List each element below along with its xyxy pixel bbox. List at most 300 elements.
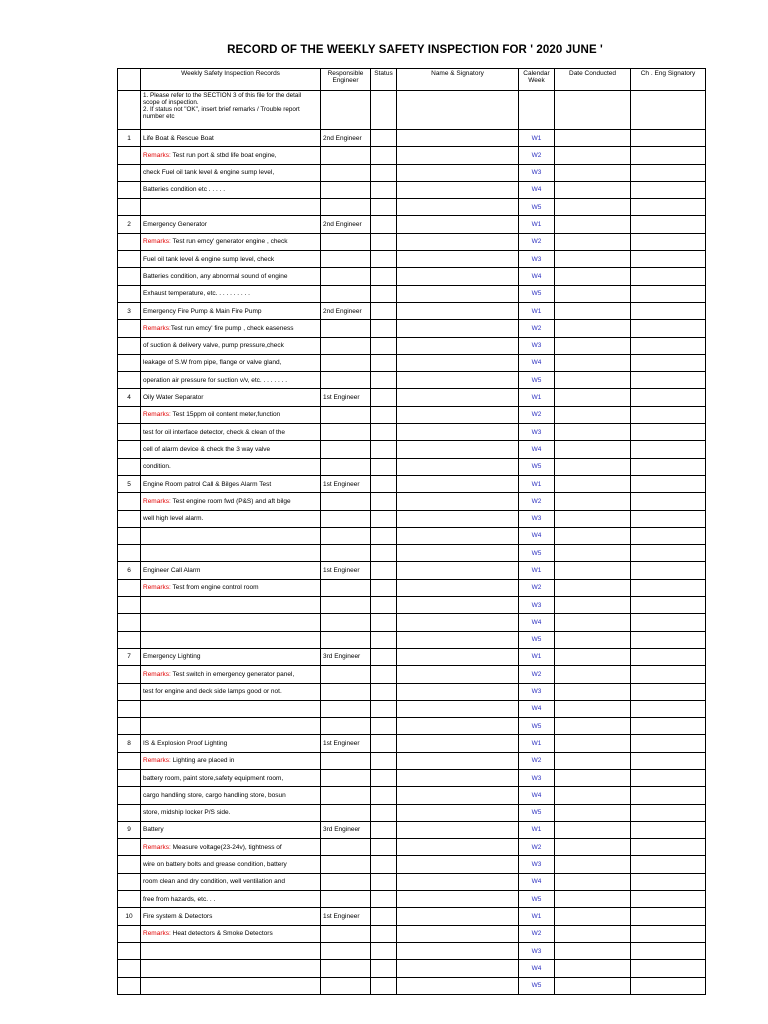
name-signatory-cell[interactable] bbox=[397, 216, 519, 233]
remarks-label: Remarks: bbox=[143, 411, 171, 419]
ch-eng-signatory-cell[interactable] bbox=[631, 683, 706, 700]
status-cell[interactable] bbox=[371, 424, 397, 441]
name-signatory-cell[interactable] bbox=[397, 666, 519, 683]
ch-eng-signatory-cell[interactable] bbox=[631, 960, 706, 977]
status-cell[interactable] bbox=[371, 372, 397, 389]
ch-eng-signatory-cell[interactable] bbox=[631, 389, 706, 406]
remarks-label: Remarks: bbox=[143, 324, 171, 332]
engineer-cell[interactable] bbox=[321, 510, 371, 527]
ch-eng-signatory-cell[interactable] bbox=[631, 631, 706, 648]
date-conducted-cell[interactable] bbox=[555, 960, 631, 977]
remark-line bbox=[141, 856, 321, 873]
date-conducted-cell[interactable] bbox=[555, 251, 631, 268]
name-signatory-cell[interactable] bbox=[397, 925, 519, 942]
status-cell[interactable] bbox=[371, 700, 397, 717]
calendar-week: W3 bbox=[519, 251, 555, 268]
remark-row bbox=[118, 718, 706, 735]
engineer-cell[interactable] bbox=[321, 285, 371, 302]
status-cell[interactable] bbox=[371, 891, 397, 908]
calendar-week: W2 bbox=[519, 233, 555, 250]
name-signatory-cell[interactable] bbox=[397, 147, 519, 164]
calendar-week: W1 bbox=[519, 389, 555, 406]
name-signatory-cell[interactable] bbox=[397, 648, 519, 665]
name-signatory-cell[interactable] bbox=[397, 233, 519, 250]
status-cell[interactable] bbox=[371, 181, 397, 198]
status-cell[interactable] bbox=[371, 960, 397, 977]
engineer-cell[interactable] bbox=[321, 320, 371, 337]
status-cell[interactable] bbox=[371, 475, 397, 492]
ch-eng-signatory-cell[interactable] bbox=[631, 216, 706, 233]
name-signatory-cell[interactable] bbox=[397, 164, 519, 181]
date-conducted-cell[interactable] bbox=[555, 147, 631, 164]
date-conducted-cell[interactable] bbox=[555, 666, 631, 683]
name-signatory-cell[interactable] bbox=[397, 199, 519, 216]
name-signatory-cell[interactable] bbox=[397, 562, 519, 579]
status-cell[interactable] bbox=[371, 821, 397, 838]
calendar-week: W4 bbox=[519, 181, 555, 198]
date-conducted-cell[interactable] bbox=[555, 441, 631, 458]
ch-eng-signatory-cell[interactable] bbox=[631, 752, 706, 769]
ch-eng-signatory-cell[interactable] bbox=[631, 199, 706, 216]
name-signatory-cell[interactable] bbox=[397, 579, 519, 596]
ch-eng-signatory-cell[interactable] bbox=[631, 510, 706, 527]
engineer-cell[interactable] bbox=[321, 354, 371, 371]
status-cell[interactable] bbox=[371, 320, 397, 337]
engineer-cell[interactable] bbox=[321, 545, 371, 562]
name-signatory-cell[interactable] bbox=[397, 181, 519, 198]
status-cell[interactable] bbox=[371, 268, 397, 285]
ch-eng-signatory-cell[interactable] bbox=[631, 614, 706, 631]
ch-eng-signatory-cell[interactable] bbox=[631, 942, 706, 959]
remark-row bbox=[118, 458, 706, 475]
status-cell[interactable] bbox=[371, 648, 397, 665]
status-cell[interactable] bbox=[371, 856, 397, 873]
status-cell[interactable] bbox=[371, 164, 397, 181]
remarks-label: Remarks: bbox=[143, 930, 171, 938]
name-signatory-cell[interactable] bbox=[397, 424, 519, 441]
calendar-week: W4 bbox=[519, 700, 555, 717]
ch-eng-signatory-cell[interactable] bbox=[631, 441, 706, 458]
ch-eng-signatory-cell[interactable] bbox=[631, 268, 706, 285]
responsible-engineer: 1st Engineer bbox=[321, 389, 371, 406]
engineer-cell[interactable] bbox=[321, 787, 371, 804]
remark-line bbox=[141, 545, 321, 562]
date-conducted-cell[interactable] bbox=[555, 579, 631, 596]
name-signatory-cell[interactable] bbox=[397, 787, 519, 804]
date-conducted-cell[interactable] bbox=[555, 389, 631, 406]
remark-row bbox=[118, 320, 706, 337]
ch-eng-signatory-cell[interactable] bbox=[631, 424, 706, 441]
engineer-cell[interactable] bbox=[321, 925, 371, 942]
ch-eng-signatory-cell[interactable] bbox=[631, 527, 706, 544]
item-number: 3 bbox=[118, 302, 141, 319]
ch-eng-signatory-cell[interactable] bbox=[631, 493, 706, 510]
engineer-cell[interactable] bbox=[321, 199, 371, 216]
item-number: 8 bbox=[118, 735, 141, 752]
ch-eng-signatory-cell[interactable] bbox=[631, 406, 706, 423]
date-conducted-cell[interactable] bbox=[555, 181, 631, 198]
date-conducted-cell[interactable] bbox=[555, 216, 631, 233]
ch-eng-signatory-cell[interactable] bbox=[631, 648, 706, 665]
engineer-cell[interactable] bbox=[321, 268, 371, 285]
status-cell[interactable] bbox=[371, 683, 397, 700]
date-conducted-cell[interactable] bbox=[555, 545, 631, 562]
status-cell[interactable] bbox=[371, 562, 397, 579]
name-signatory-cell[interactable] bbox=[397, 873, 519, 890]
date-conducted-cell[interactable] bbox=[555, 752, 631, 769]
status-cell[interactable] bbox=[371, 752, 397, 769]
ch-eng-signatory-cell[interactable] bbox=[631, 856, 706, 873]
remark-line bbox=[141, 147, 321, 164]
date-conducted-cell[interactable] bbox=[555, 683, 631, 700]
ch-eng-signatory-cell[interactable] bbox=[631, 181, 706, 198]
ch-eng-signatory-cell[interactable] bbox=[631, 787, 706, 804]
remark-line bbox=[141, 614, 321, 631]
name-signatory-cell[interactable] bbox=[397, 752, 519, 769]
name-signatory-cell[interactable] bbox=[397, 406, 519, 423]
status-cell[interactable] bbox=[371, 251, 397, 268]
date-conducted-cell[interactable] bbox=[555, 891, 631, 908]
name-signatory-cell[interactable] bbox=[397, 337, 519, 354]
name-signatory-cell[interactable] bbox=[397, 458, 519, 475]
status-cell[interactable] bbox=[371, 735, 397, 752]
calendar-week: W5 bbox=[519, 285, 555, 302]
name-signatory-cell[interactable] bbox=[397, 942, 519, 959]
ch-eng-signatory-cell[interactable] bbox=[631, 925, 706, 942]
status-cell[interactable] bbox=[371, 216, 397, 233]
ch-eng-signatory-cell[interactable] bbox=[631, 769, 706, 786]
name-signatory-cell[interactable] bbox=[397, 614, 519, 631]
ch-eng-signatory-cell[interactable] bbox=[631, 302, 706, 319]
engineer-cell[interactable] bbox=[321, 891, 371, 908]
calendar-week: W4 bbox=[519, 268, 555, 285]
status-cell[interactable] bbox=[371, 579, 397, 596]
name-signatory-cell[interactable] bbox=[397, 908, 519, 925]
remark-line bbox=[141, 597, 321, 614]
page-title: RECORD OF THE WEEKLY SAFETY INSPECTION FOR ' 2020 JUNE ' bbox=[227, 44, 603, 56]
date-conducted-cell[interactable] bbox=[555, 942, 631, 959]
ch-eng-signatory-cell[interactable] bbox=[631, 475, 706, 492]
ch-eng-signatory-cell[interactable] bbox=[631, 891, 706, 908]
calendar-week: W2 bbox=[519, 320, 555, 337]
engineer-cell[interactable] bbox=[321, 424, 371, 441]
ch-eng-signatory-cell[interactable] bbox=[631, 873, 706, 890]
engineer-cell[interactable] bbox=[321, 441, 371, 458]
date-conducted-cell[interactable] bbox=[555, 769, 631, 786]
date-conducted-cell[interactable] bbox=[555, 631, 631, 648]
name-signatory-cell[interactable] bbox=[397, 320, 519, 337]
name-signatory-cell[interactable] bbox=[397, 527, 519, 544]
date-conducted-cell[interactable] bbox=[555, 718, 631, 735]
date-conducted-cell[interactable] bbox=[555, 354, 631, 371]
name-signatory-cell[interactable] bbox=[397, 891, 519, 908]
engineer-cell[interactable] bbox=[321, 666, 371, 683]
ch-eng-signatory-cell[interactable] bbox=[631, 372, 706, 389]
ch-eng-signatory-cell[interactable] bbox=[631, 821, 706, 838]
ch-eng-signatory-cell[interactable] bbox=[631, 251, 706, 268]
remark-line bbox=[141, 700, 321, 717]
engineer-cell[interactable] bbox=[321, 856, 371, 873]
remark-row bbox=[118, 510, 706, 527]
status-cell[interactable] bbox=[371, 769, 397, 786]
note-row bbox=[118, 91, 706, 130]
remarks-label: Remarks: bbox=[143, 151, 171, 159]
ch-eng-signatory-cell[interactable] bbox=[631, 718, 706, 735]
name-signatory-cell[interactable] bbox=[397, 631, 519, 648]
engineer-cell[interactable] bbox=[321, 251, 371, 268]
header-date: Date Conducted bbox=[555, 69, 631, 91]
name-signatory-cell[interactable] bbox=[397, 597, 519, 614]
remark-row bbox=[118, 804, 706, 821]
ch-eng-signatory-cell[interactable] bbox=[631, 735, 706, 752]
status-cell[interactable] bbox=[371, 718, 397, 735]
calendar-week: W3 bbox=[519, 164, 555, 181]
status-cell[interactable] bbox=[371, 199, 397, 216]
calendar-week: W5 bbox=[519, 199, 555, 216]
date-conducted-cell[interactable] bbox=[555, 804, 631, 821]
name-signatory-cell[interactable] bbox=[397, 545, 519, 562]
item-title: IS & Explosion Proof Lighting bbox=[141, 735, 321, 752]
item-number: 10 bbox=[118, 908, 141, 925]
engineer-cell[interactable] bbox=[321, 804, 371, 821]
name-signatory-cell[interactable] bbox=[397, 354, 519, 371]
ch-eng-signatory-cell[interactable] bbox=[631, 700, 706, 717]
engineer-cell[interactable] bbox=[321, 683, 371, 700]
name-signatory-cell[interactable] bbox=[397, 960, 519, 977]
status-cell[interactable] bbox=[371, 666, 397, 683]
date-conducted-cell[interactable] bbox=[555, 320, 631, 337]
remark-row bbox=[118, 787, 706, 804]
engineer-cell[interactable] bbox=[321, 752, 371, 769]
date-conducted-cell[interactable] bbox=[555, 527, 631, 544]
ch-eng-signatory-cell[interactable] bbox=[631, 804, 706, 821]
engineer-cell[interactable] bbox=[321, 181, 371, 198]
ch-eng-signatory-cell[interactable] bbox=[631, 908, 706, 925]
status-cell[interactable] bbox=[371, 614, 397, 631]
status-cell[interactable] bbox=[371, 147, 397, 164]
date-conducted-cell[interactable] bbox=[555, 977, 631, 994]
date-conducted-cell[interactable] bbox=[555, 821, 631, 838]
status-cell[interactable] bbox=[371, 631, 397, 648]
engineer-cell[interactable] bbox=[321, 527, 371, 544]
status-cell[interactable] bbox=[371, 406, 397, 423]
name-signatory-cell[interactable] bbox=[397, 441, 519, 458]
ch-eng-signatory-cell[interactable] bbox=[631, 839, 706, 856]
engineer-cell[interactable] bbox=[321, 631, 371, 648]
date-conducted-cell[interactable] bbox=[555, 475, 631, 492]
ch-eng-signatory-cell[interactable] bbox=[631, 130, 706, 147]
name-signatory-cell[interactable] bbox=[397, 493, 519, 510]
remarks-label: Remarks: bbox=[143, 238, 171, 246]
date-conducted-cell[interactable] bbox=[555, 562, 631, 579]
engineer-cell[interactable] bbox=[321, 372, 371, 389]
status-cell[interactable] bbox=[371, 977, 397, 994]
ch-eng-signatory-cell[interactable] bbox=[631, 233, 706, 250]
status-cell[interactable] bbox=[371, 458, 397, 475]
name-signatory-cell[interactable] bbox=[397, 804, 519, 821]
status-cell[interactable] bbox=[371, 493, 397, 510]
engineer-cell[interactable] bbox=[321, 164, 371, 181]
remark-text: cargo handling store, cargo handling store, bosun bbox=[143, 791, 286, 799]
status-cell[interactable] bbox=[371, 389, 397, 406]
name-signatory-cell[interactable] bbox=[397, 821, 519, 838]
date-conducted-cell[interactable] bbox=[555, 233, 631, 250]
remark-line bbox=[141, 233, 321, 250]
date-conducted-cell[interactable] bbox=[555, 614, 631, 631]
responsible-engineer: 2nd Engineer bbox=[321, 130, 371, 147]
date-conducted-cell[interactable] bbox=[555, 925, 631, 942]
ch-eng-signatory-cell[interactable] bbox=[631, 337, 706, 354]
engineer-cell[interactable] bbox=[321, 718, 371, 735]
name-signatory-cell[interactable] bbox=[397, 839, 519, 856]
name-signatory-cell[interactable] bbox=[397, 389, 519, 406]
remark-row bbox=[118, 631, 706, 648]
ch-eng-signatory-cell[interactable] bbox=[631, 164, 706, 181]
calendar-week: W4 bbox=[519, 354, 555, 371]
ch-eng-signatory-cell[interactable] bbox=[631, 666, 706, 683]
calendar-week: W3 bbox=[519, 337, 555, 354]
status-cell[interactable] bbox=[371, 545, 397, 562]
engineer-cell[interactable] bbox=[321, 458, 371, 475]
ch-eng-signatory-cell[interactable] bbox=[631, 579, 706, 596]
name-signatory-cell[interactable] bbox=[397, 372, 519, 389]
engineer-cell[interactable] bbox=[321, 233, 371, 250]
date-conducted-cell[interactable] bbox=[555, 735, 631, 752]
engineer-cell[interactable] bbox=[321, 960, 371, 977]
status-cell[interactable] bbox=[371, 285, 397, 302]
name-signatory-cell[interactable] bbox=[397, 510, 519, 527]
date-conducted-cell[interactable] bbox=[555, 130, 631, 147]
status-cell[interactable] bbox=[371, 233, 397, 250]
name-signatory-cell[interactable] bbox=[397, 977, 519, 994]
name-signatory-cell[interactable] bbox=[397, 285, 519, 302]
date-conducted-cell[interactable] bbox=[555, 458, 631, 475]
status-cell[interactable] bbox=[371, 441, 397, 458]
remark-text: Exhaust temperature, etc. . . . . . . . . . bbox=[143, 290, 250, 298]
engineer-cell[interactable] bbox=[321, 839, 371, 856]
name-signatory-cell[interactable] bbox=[397, 700, 519, 717]
engineer-cell[interactable] bbox=[321, 769, 371, 786]
status-cell[interactable] bbox=[371, 302, 397, 319]
status-cell[interactable] bbox=[371, 873, 397, 890]
ch-eng-signatory-cell[interactable] bbox=[631, 458, 706, 475]
ch-eng-signatory-cell[interactable] bbox=[631, 354, 706, 371]
item-number: 4 bbox=[118, 389, 141, 406]
name-signatory-cell[interactable] bbox=[397, 130, 519, 147]
engineer-cell[interactable] bbox=[321, 579, 371, 596]
date-conducted-cell[interactable] bbox=[555, 510, 631, 527]
date-conducted-cell[interactable] bbox=[555, 406, 631, 423]
date-conducted-cell[interactable] bbox=[555, 700, 631, 717]
status-cell[interactable] bbox=[371, 527, 397, 544]
date-conducted-cell[interactable] bbox=[555, 199, 631, 216]
status-cell[interactable] bbox=[371, 130, 397, 147]
name-signatory-cell[interactable] bbox=[397, 302, 519, 319]
date-conducted-cell[interactable] bbox=[555, 839, 631, 856]
name-signatory-cell[interactable] bbox=[397, 856, 519, 873]
engineer-cell[interactable] bbox=[321, 406, 371, 423]
ch-eng-signatory-cell[interactable] bbox=[631, 285, 706, 302]
calendar-week: W5 bbox=[519, 718, 555, 735]
date-conducted-cell[interactable] bbox=[555, 268, 631, 285]
date-conducted-cell[interactable] bbox=[555, 164, 631, 181]
name-signatory-cell[interactable] bbox=[397, 769, 519, 786]
item-number: 1 bbox=[118, 130, 141, 147]
ch-eng-signatory-cell[interactable] bbox=[631, 545, 706, 562]
name-signatory-cell[interactable] bbox=[397, 683, 519, 700]
remark-text: room clean and dry condition, well ventilation and bbox=[143, 878, 286, 886]
engineer-cell[interactable] bbox=[321, 700, 371, 717]
remark-text: operation air pressure for suction v/v, etc. . . . . . . . bbox=[143, 376, 288, 384]
ch-eng-signatory-cell[interactable] bbox=[631, 320, 706, 337]
status-cell[interactable] bbox=[371, 925, 397, 942]
item-title: Fire system & Detectors bbox=[141, 908, 321, 925]
item-row bbox=[118, 475, 706, 492]
engineer-cell[interactable] bbox=[321, 493, 371, 510]
date-conducted-cell[interactable] bbox=[555, 856, 631, 873]
engineer-cell[interactable] bbox=[321, 614, 371, 631]
calendar-week: W1 bbox=[519, 648, 555, 665]
status-cell[interactable] bbox=[371, 510, 397, 527]
name-signatory-cell[interactable] bbox=[397, 475, 519, 492]
status-cell[interactable] bbox=[371, 787, 397, 804]
header-engineer: Responsible Engineer bbox=[321, 69, 371, 91]
remark-line bbox=[141, 320, 321, 337]
calendar-week: W4 bbox=[519, 873, 555, 890]
date-conducted-cell[interactable] bbox=[555, 372, 631, 389]
ch-eng-signatory-cell[interactable] bbox=[631, 597, 706, 614]
date-conducted-cell[interactable] bbox=[555, 337, 631, 354]
status-cell[interactable] bbox=[371, 839, 397, 856]
engineer-cell[interactable] bbox=[321, 597, 371, 614]
remark-row bbox=[118, 545, 706, 562]
ch-eng-signatory-cell[interactable] bbox=[631, 977, 706, 994]
name-signatory-cell[interactable] bbox=[397, 251, 519, 268]
engineer-cell[interactable] bbox=[321, 873, 371, 890]
calendar-week: W1 bbox=[519, 130, 555, 147]
status-cell[interactable] bbox=[371, 942, 397, 959]
name-signatory-cell[interactable] bbox=[397, 268, 519, 285]
name-signatory-cell[interactable] bbox=[397, 735, 519, 752]
status-cell[interactable] bbox=[371, 908, 397, 925]
engineer-cell[interactable] bbox=[321, 147, 371, 164]
engineer-cell[interactable] bbox=[321, 337, 371, 354]
ch-eng-signatory-cell[interactable] bbox=[631, 147, 706, 164]
engineer-cell[interactable] bbox=[321, 942, 371, 959]
date-conducted-cell[interactable] bbox=[555, 787, 631, 804]
date-conducted-cell[interactable] bbox=[555, 424, 631, 441]
status-cell[interactable] bbox=[371, 597, 397, 614]
remark-row bbox=[118, 199, 706, 216]
status-cell[interactable] bbox=[371, 354, 397, 371]
remark-text: leakage of S.W from pipe, flange or valve gland, bbox=[143, 359, 282, 367]
date-conducted-cell[interactable] bbox=[555, 597, 631, 614]
status-cell[interactable] bbox=[371, 337, 397, 354]
calendar-week: W4 bbox=[519, 527, 555, 544]
date-conducted-cell[interactable] bbox=[555, 493, 631, 510]
date-conducted-cell[interactable] bbox=[555, 648, 631, 665]
date-conducted-cell[interactable] bbox=[555, 908, 631, 925]
date-conducted-cell[interactable] bbox=[555, 302, 631, 319]
remark-row bbox=[118, 925, 706, 942]
ch-eng-signatory-cell[interactable] bbox=[631, 562, 706, 579]
date-conducted-cell[interactable] bbox=[555, 285, 631, 302]
name-signatory-cell[interactable] bbox=[397, 718, 519, 735]
date-conducted-cell[interactable] bbox=[555, 873, 631, 890]
status-cell[interactable] bbox=[371, 804, 397, 821]
engineer-cell[interactable] bbox=[321, 977, 371, 994]
remark-text: check Fuel oil tank level & engine sump level, bbox=[143, 169, 275, 177]
